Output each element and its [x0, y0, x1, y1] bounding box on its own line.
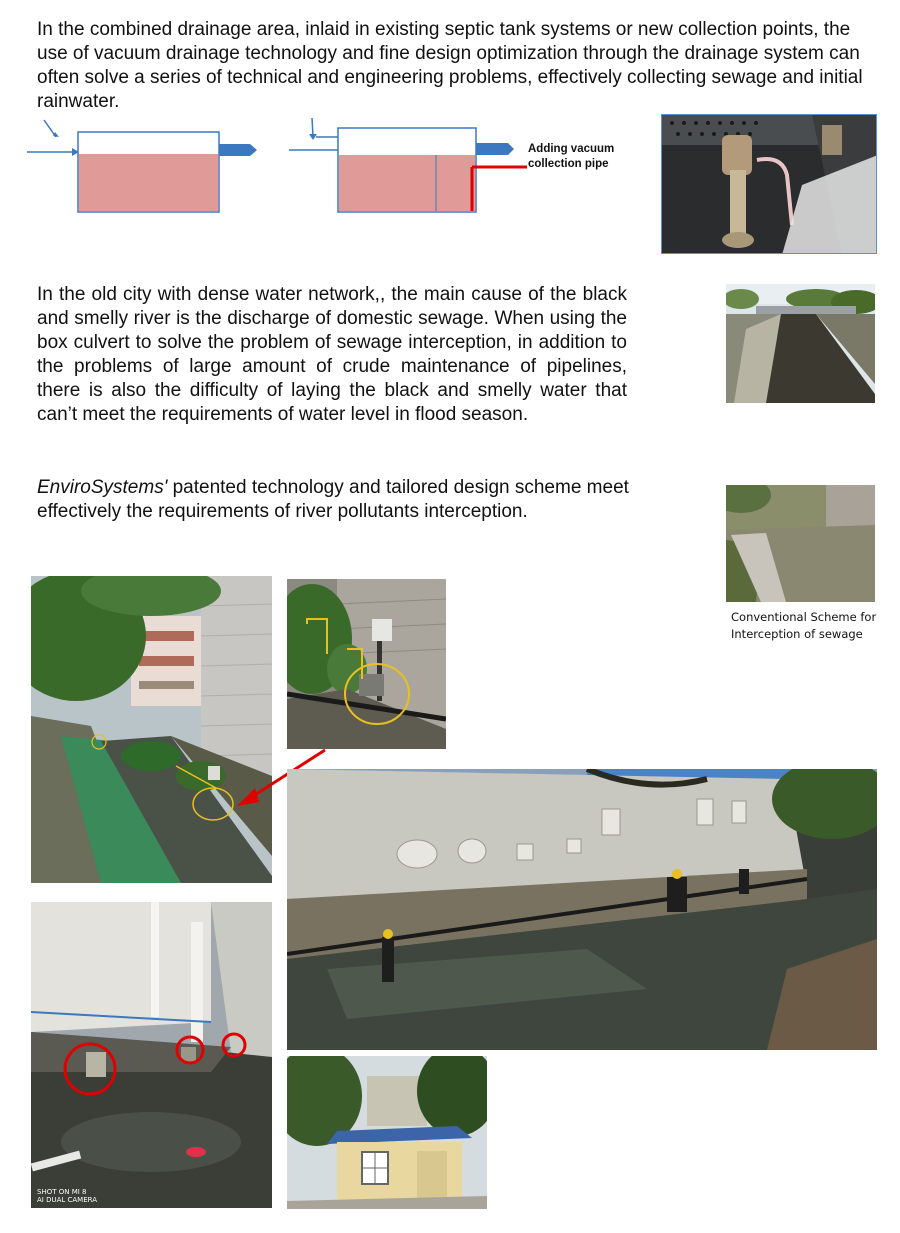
- valve-closeup-photo: [287, 579, 446, 749]
- river-channel-photo: [726, 284, 875, 403]
- camera-watermark: SHOT ON MI 8 AI DUAL CAMERA: [37, 1188, 98, 1204]
- pump-house-photo: [287, 1056, 487, 1209]
- modified-tank: [289, 118, 527, 212]
- building-outlets-photo: [31, 902, 272, 1208]
- company-name: EnviroSystems': [37, 477, 168, 498]
- vacuum-pipe-label: Adding vacuum collection pipe: [528, 143, 615, 170]
- vacuum-chamber-photo: [661, 114, 877, 254]
- original-tank: [27, 120, 257, 212]
- workers-installation-photo: [287, 769, 877, 1050]
- canal-overview-photo: [31, 576, 272, 883]
- intro-paragraph: In the combined drainage area, inlaid in existing septic tank systems or new collection points, the use of vacuum drainage technology and fine design optimization through the drainage system can often solve a series of technical and engineering problems, effectively collecting sewage and initial rainwater.: [37, 19, 863, 112]
- conventional-scheme-photo: [726, 485, 875, 602]
- conventional-scheme-caption: Conventional Scheme for Interception of sewage: [731, 610, 877, 641]
- envirosystems-paragraph: EnviroSystems' patented technology and tailored design scheme meet effectively the requirements of river pollutants interception.: [37, 477, 629, 522]
- old-city-paragraph: In the old city with dense water network,, the main cause of the black and smelly river is the discharge of domestic sewage. When using the box culvert to solve the problem of sewage interception, in addition to the problems of large amount of crude maintenance of pipelines, there is also the difficulty of laying the black and smelly water that can’t meet the requirements of water level in flood season.: [37, 284, 627, 425]
